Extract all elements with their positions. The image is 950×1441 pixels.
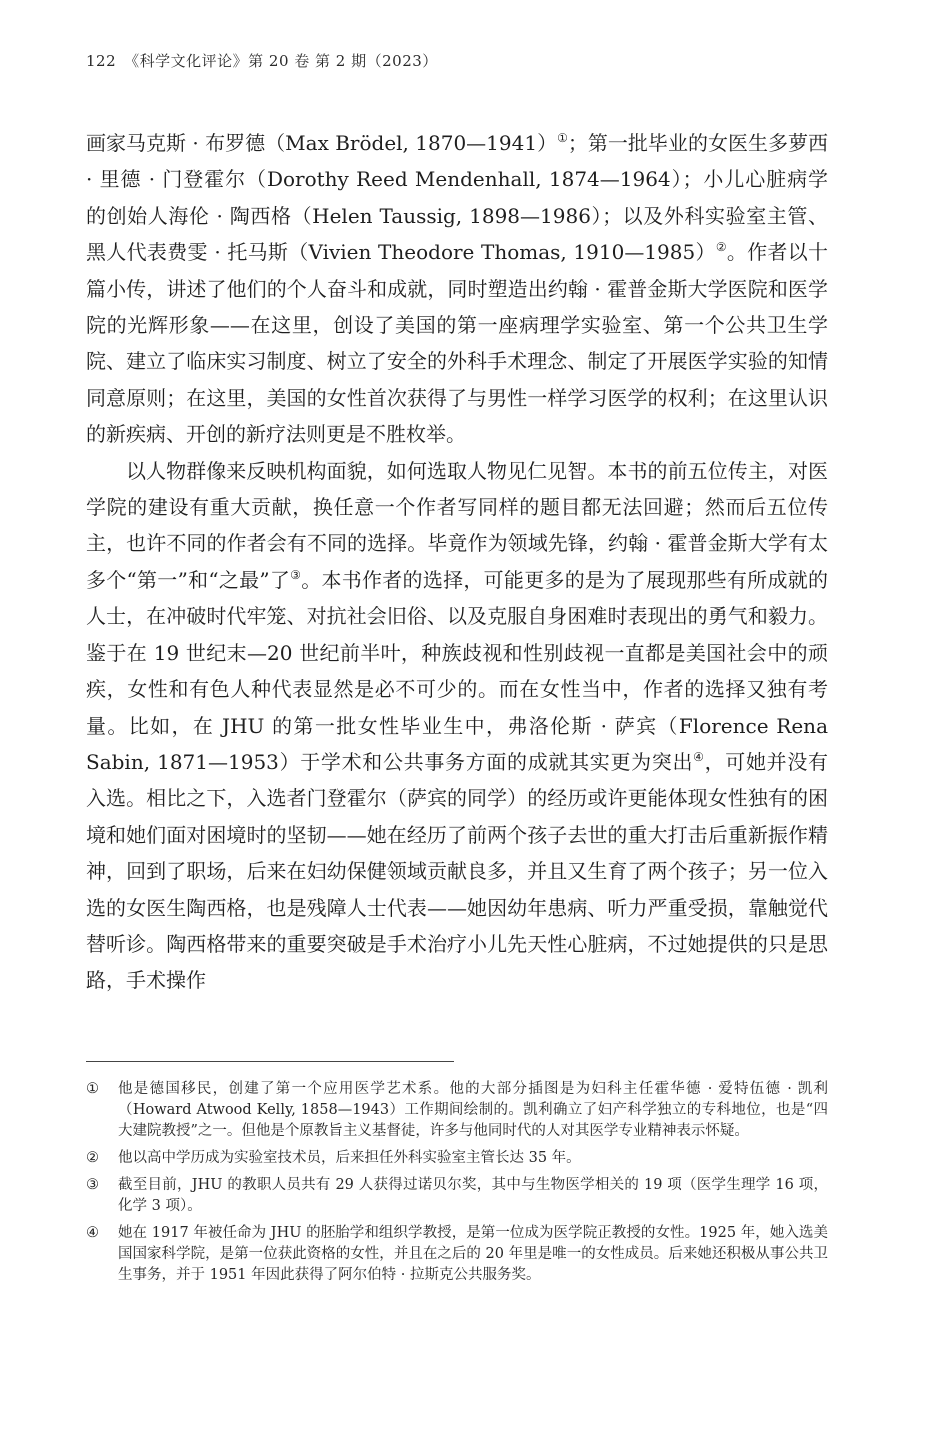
footnote-marker: ② <box>86 1150 99 1166</box>
footnote-marker: ④ <box>86 1225 99 1241</box>
footnote-3 <box>86 1175 828 1217</box>
footnote-text: 截至目前，JHU 的教职人员共有 29 人获得过诺贝尔奖，其中与生物医学相关的 19 项（医学生理学 16 项，化学 3 项）。 <box>118 1177 828 1214</box>
paragraph-2-part-2: 。本书作者的选择，可能更多的是为了展现那些有所成就的人士，在冲破时代牢笼、对抗社会旧俗、以及克服自身困难时表现出的勇气和毅力。鉴于在 19 世纪末—20 世纪前半叶，种族歧视和性别歧视一直都是美国社会中的顽疾，女性和有色人种代表显然是必不可少的。而在女性当中，作者的选择又独有考量。比如，在 JHU 的第一批女性毕业生中，弗洛伦斯 · 萨宾（Florence Rena Sabin, 1871—1953）于学术和公共事务方面的成就其实更为突出 <box>86 567 828 774</box>
paragraph-2 <box>86 453 828 999</box>
footnotes <box>86 1079 828 1292</box>
footnote-marker: ① <box>86 1081 99 1097</box>
running-header <box>86 50 438 71</box>
footnote-ref-2[interactable]: ② <box>715 240 727 255</box>
footnote-text: 她在 1917 年被任命为 JHU 的胚胎学和组织学教授，是第一位成为医学院正教授的女性。1925 年，她入选美国国家科学院，是第一位获此资格的女性，并且在之后的 20 年里是唯一的女性成员。后来她还积极从事公共卫生事务，并于 1951 年因此获得了阿尔伯特 · 拉斯克公共服务奖。 <box>118 1225 828 1283</box>
paragraph-1-part-3: 。作者以十篇小传，讲述了他们的个人奋斗和成就，同时塑造出约翰 · 霍普金斯大学医院和医学院的光辉形象——在这里，创设了美国的第一座病理学实验室、第一个公共卫生学院、建立了临床实习制度、树立了安全的外科手术理念、制定了开展医学实验的知情同意原则；在这里，美国的女性首次获得了与男性一样学习医学的权利；在这里认识的新疾病、开创的新疗法则更是不胜枚举。 <box>86 240 829 447</box>
footnote-ref-4[interactable]: ④ <box>693 749 705 764</box>
footnote-1 <box>86 1079 828 1142</box>
paragraph-1 <box>86 125 828 453</box>
paragraph-1-part-1: 画家马克斯 · 布罗德（Max Brödel, 1870—1941） <box>86 131 558 155</box>
paragraph-2-part-1: 以人物群像来反映机构面貌，如何选取人物见仁见智。本书的前五位传主，对医学院的建设有重大贡献，换任意一个作者写同样的题目都无法回避；然而后五位传主，也许不同的作者会有不同的选择。毕竟作为领域先锋，约翰 · 霍普金斯大学有太多个“第一”和“之最”了 <box>86 458 828 592</box>
footnote-2 <box>86 1148 828 1169</box>
paragraph-2-part-3: ，可她并没有入选。相比之下，入选者门登霍尔（萨宾的同学）的经历或许更能体现女性独有的困境和她们面对困境时的坚韧——她在经历了前两个孩子去世的重大打击后重新振作精神，回到了职场，后来在妇幼保健领域贡献良多，并且又生育了两个孩子；另一位入选的女医生陶西格，也是残障人士代表——她因幼年患病、听力严重受损，靠触觉代替听诊。陶西格带来的重要突破是手术治疗小儿先天性心脏病，不过她提供的只是思路，手术操作 <box>86 749 829 993</box>
footnote-4 <box>86 1223 828 1286</box>
footnote-ref-1[interactable]: ① <box>557 131 568 145</box>
footnote-marker: ③ <box>86 1177 99 1193</box>
footnote-text: 他是德国移民，创建了第一个应用医学艺术系。他的大部分插图是为妇科主任霍华德 · 爱特伍德 · 凯利（Howard Atwood Kelly, 1858—1943）工作期间绘制的。凯利确立了妇产科学独立的专科地位，也是“四大建院教授”之一。但他是个原教旨主义基督徒，许多与他同时代的人对其医学专业精神表示怀疑。 <box>118 1081 828 1139</box>
footnote-ref-3[interactable]: ③ <box>290 567 302 582</box>
body-text <box>86 125 828 999</box>
journal-title: 《科学文化评论》第 20 卷 第 2 期（2023） <box>124 52 438 70</box>
paragraph-1-part-2: ；第一批毕业的女医生多萝西 · 里德 · 门登霍尔（Dorothy Reed Mendenhall, 1874—1964）；小儿心脏病学的创始人海伦 · 陶西格（Helen Taussig, 1898—1986）；以及外科实验室主管、黑人代表费雯 · 托马斯（Vivien Theodore Thomas, 1910—1985） <box>86 131 829 265</box>
page-number: 122 <box>86 52 117 70</box>
footnote-text: 他以高中学历成为实验室技术员，后来担任外科实验室主管长达 35 年。 <box>118 1150 581 1166</box>
footnote-divider <box>86 1061 454 1062</box>
